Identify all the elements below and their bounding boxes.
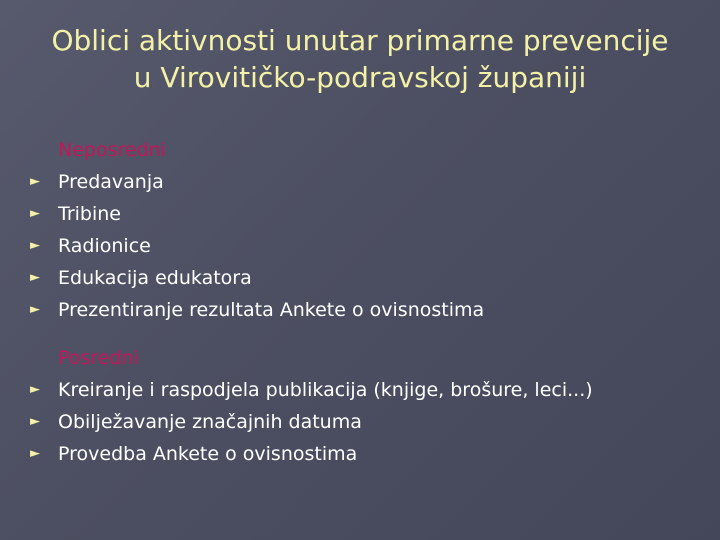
right-triangle-icon: ► xyxy=(30,238,40,253)
list-item-text: Tribine xyxy=(58,203,121,225)
right-triangle-icon: ► xyxy=(30,446,40,461)
slide-title xyxy=(0,22,720,96)
list-item-text: Provedba Ankete o ovisnostima xyxy=(58,443,358,465)
list-item-text: Prezentiranje rezultata Ankete o ovisnostima xyxy=(58,299,485,321)
right-triangle-icon: ► xyxy=(30,302,40,317)
list-item-text: Predavanja xyxy=(58,171,164,193)
list-item xyxy=(30,198,710,230)
list-item-text: Obilježavanje značajnih datuma xyxy=(58,411,362,433)
section-heading: Posredni xyxy=(58,347,139,369)
title-line-2: u Virovitičko-podravskoj županiji xyxy=(133,61,587,94)
list-item xyxy=(30,438,710,470)
list-item xyxy=(30,294,710,326)
right-triangle-icon: ► xyxy=(30,414,40,429)
right-triangle-icon: ► xyxy=(30,174,40,189)
list-item xyxy=(30,374,710,406)
list-item xyxy=(30,166,710,198)
section-posredni xyxy=(30,342,710,470)
right-triangle-icon: ► xyxy=(30,206,40,221)
right-triangle-icon: ► xyxy=(30,270,40,285)
list-item-text: Kreiranje i raspodjela publikacija (knjige, brošure, leci...) xyxy=(58,379,593,401)
list-item xyxy=(30,230,710,262)
list-item-text: Radionice xyxy=(58,235,151,257)
right-triangle-icon: ► xyxy=(30,382,40,397)
list-item-text: Edukacija edukatora xyxy=(58,267,252,289)
list-item xyxy=(30,262,710,294)
list-item xyxy=(30,406,710,438)
title-line-1: Oblici aktivnosti unutar primarne prevencije xyxy=(51,24,669,57)
section-heading: Neposredni xyxy=(58,139,166,161)
section-neposredni xyxy=(30,134,710,326)
